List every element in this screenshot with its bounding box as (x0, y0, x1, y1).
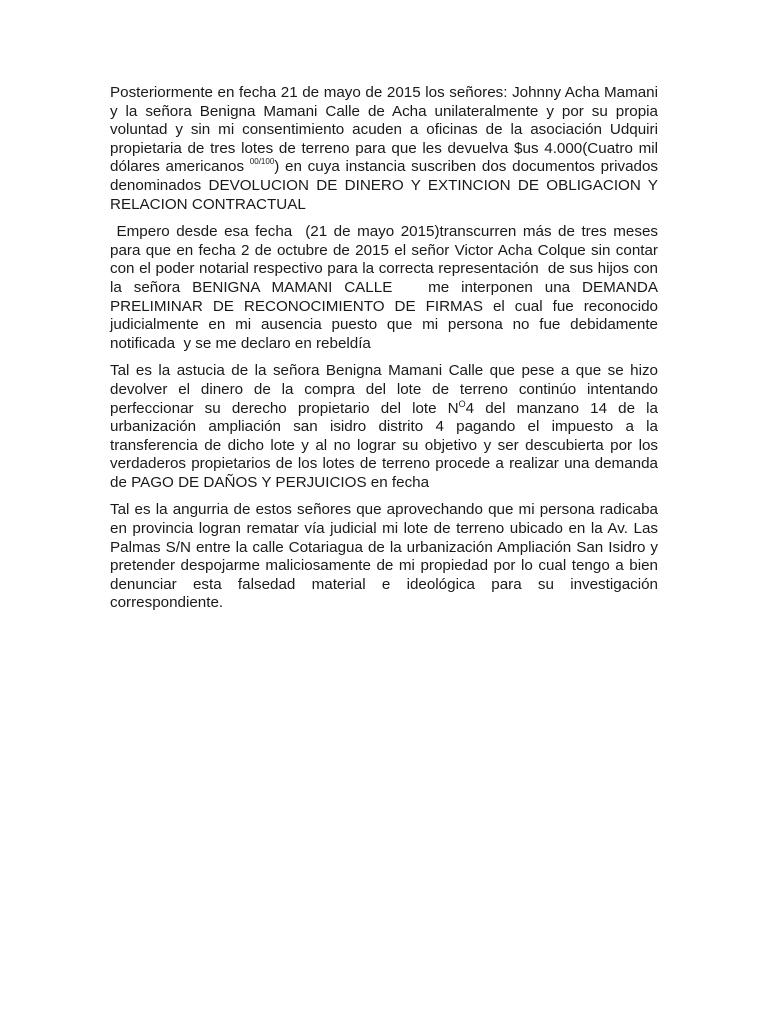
paragraph-3-superscript: O (458, 398, 466, 409)
paragraph-3 (110, 362, 658, 492)
document-page (110, 84, 663, 622)
paragraph-2: Empero desde esa fecha (21 de mayo 2015)transcurren más de tres meses para que en fecha 2 de octubre de 2015 el señor Victor Acha Colque sin contar con el poder notarial respectivo para la correcta representación de sus hijos con la señora BENIGNA MAMANI CALLE me interponen una DEMANDA PRELIMINAR DE RECONOCIMIENTO DE FIRMAS el cual fue reconocido judicialmente en mi ausencia puesto que mi persona no fue debidamente notificada y se me declaro en rebeldía (110, 223, 663, 352)
paragraph-3-text-b: 4 del manzano 14 de la urbanización ampliación san isidro distrito 4 pagando el impuesto a la transferencia de dicho lote y al no lograr su objetivo y ser descubierta por los verdaderos propietarios de los lotes de terreno procede a realizar una demanda de PAGO DE DAÑOS Y PERJUICIOS en fecha (110, 399, 658, 491)
paragraph-1-text-a: Posteriormente en fecha 21 de mayo de 2015 los señores: Johnny Acha Mamani y la señora Benigna Mamani Calle de Acha unilateralmente y por su propia voluntad y sin mi consentimiento acuden a oficinas de la asociación Udquiri propietaria de tres lotes de terreno para que les devuelva $us 4.000(Cuatro mil dólares americanos (110, 84, 658, 176)
paragraph-4: Tal es la angurria de estos señores que aprovechando que mi persona radicaba en provincia logran rematar vía judicial mi lote de terreno ubicado en la Av. Las Palmas S/N entre la calle Cotariagua de la urbanización Ampliación San Isidro y pretender despojarme maliciosamente de mi propiedad por lo cual tengo a bien denunciar esta falsedad material e ideológica para su investigación correspondiente. (110, 501, 658, 612)
paragraph-1 (110, 84, 658, 214)
paragraph-1-text-b: ) en cuya instancia suscriben dos documentos privados denominados DEVOLUCION DE DINERO Y EXTINCION DE OBLIGACION Y RELACION CONTRACTUAL (110, 158, 659, 213)
paragraph-1-superscript: 00/100 (249, 157, 275, 167)
paragraph-3-text-a: Tal es la astucia de la señora Benigna Mamani Calle que pese a que se hizo devolver el dinero de la compra del lote de terreno continúo intentando perfeccionar su derecho propietario del lote N (110, 362, 658, 417)
